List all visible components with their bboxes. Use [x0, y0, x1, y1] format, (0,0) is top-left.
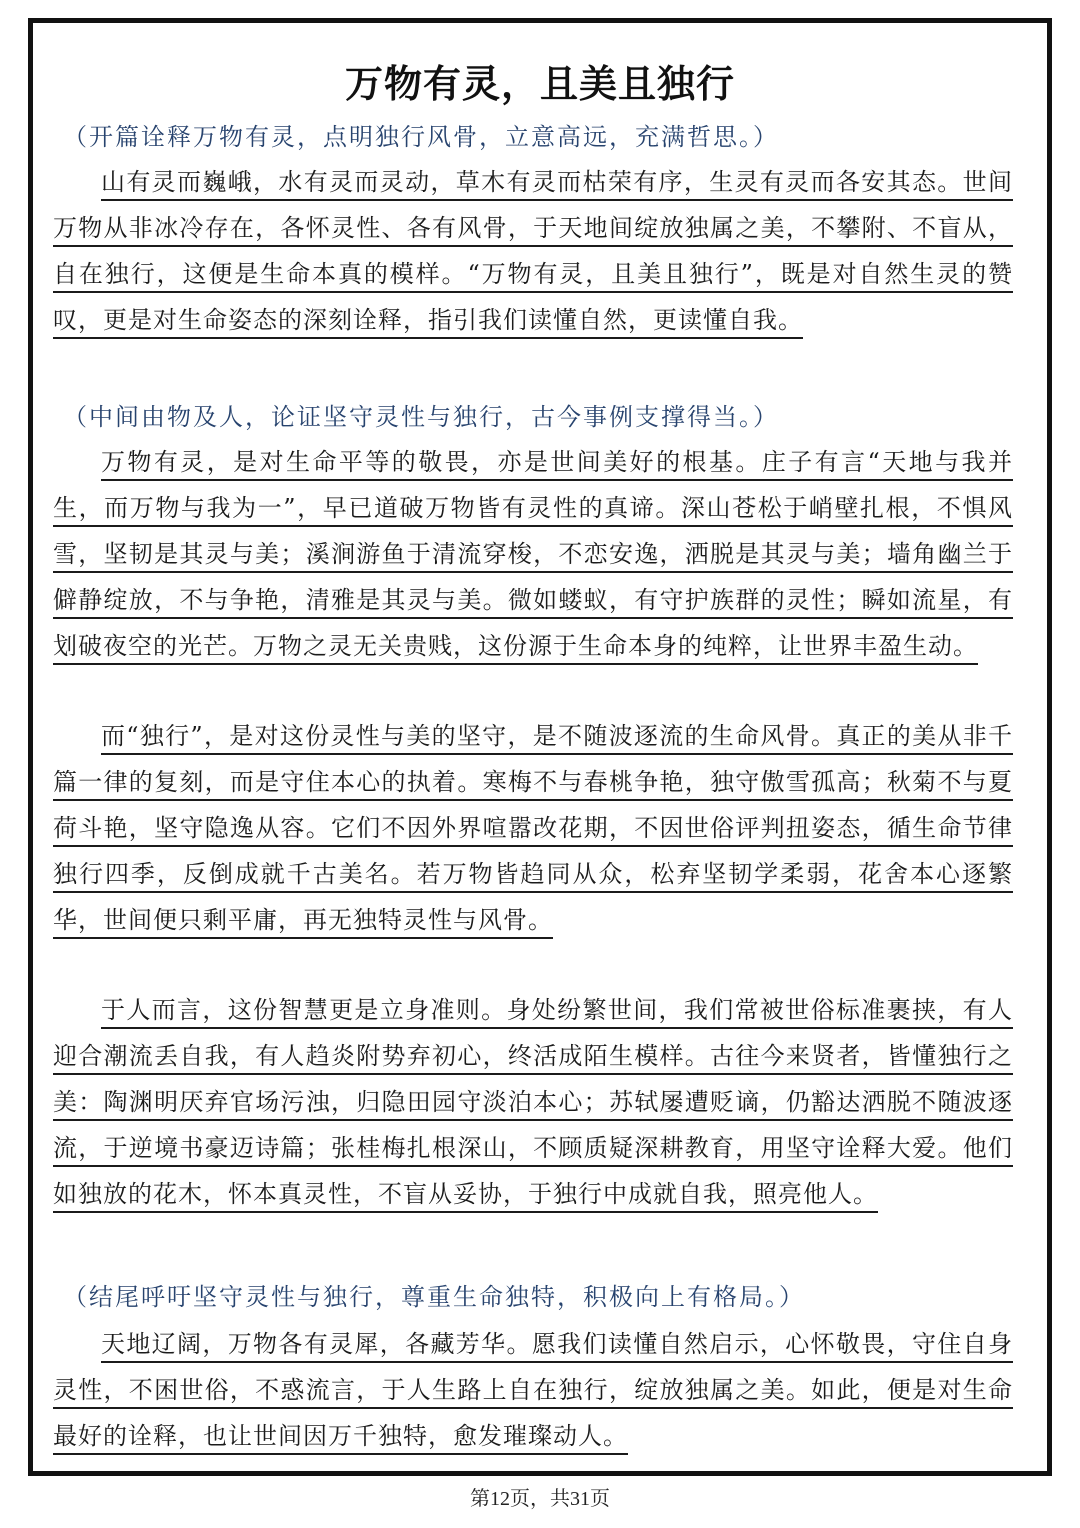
paragraph-1: 山有灵而巍峨，水有灵而灵动，草木有灵而枯荣有序，生灵有灵而各安其态。世间万物从非冰冷存在，各怀灵性、各有风骨，于天地间绽放独属之美，不攀附、不盲从，自在独行，这便是生命本真的模样。“万物有灵，且美且独行”，既是对自然生灵的赞叹，更是对生命姿态的深刻诠释，指引我们读懂自然，更读懂自我。 — [53, 168, 1013, 334]
comment-middle: （中间由物及人，论证坚守灵性与独行，古今事例支撑得当。） — [63, 403, 779, 431]
paragraph-4: 于人而言，这份智慧更是立身准则。身处纷繁世间，我们常被世俗标准裹挟，有人迎合潮流丢自我，有人趋炎附势弃初心，终活成陌生模样。古往今来贤者，皆懂独行之美：陶渊明厌弃官场污浊，归隐田园守淡泊本心；苏轼屡遭贬谪，仍豁达洒脱不随波逐流，于逆境书豪迈诗篇；张桂梅扎根深山，不顾质疑深耕教育，用坚守诠释大爱。他们如独放的花木，怀本真灵性，不盲从妥协，于独行中成就自我，照亮他人。 — [53, 996, 1013, 1208]
page-frame — [28, 18, 1052, 1476]
paragraph-3: 而“独行”，是对这份灵性与美的坚守，是不随波逐流的生命风骨。真正的美从非千篇一律的复刻，而是守住本心的执着。寒梅不与春桃争艳，独守傲雪孤高；秋菊不与夏荷斗艳，坚守隐逸从容。它们不因外界喧嚣改花期，不因世俗评判扭姿态，循生命节律独行四季，反倒成就千古美名。若万物皆趋同从众，松弃坚韧学柔弱，花舍本心逐繁华，世间便只剩平庸，再无独特灵性与风骨。 — [53, 722, 1013, 934]
essay-title: 万物有灵，且美且独行 — [344, 62, 735, 106]
comment-opening: （开篇诠释万物有灵，点明独行风骨，立意高远，充满哲思。） — [63, 123, 779, 151]
paragraph-2: 万物有灵，是对生命平等的敬畏，亦是世间美好的根基。庄子有言“天地与我并生，而万物与我为一”，早已道破万物皆有灵性的真谛。深山苍松于峭壁扎根，不惧风雪，坚韧是其灵与美；溪涧游鱼于清流穿梭，不恋安逸，洒脱是其灵与美；墙角幽兰于僻静绽放，不与争艳，清雅是其灵与美。微如蝼蚁，有守护族群的灵性；瞬如流星，有划破夜空的光芒。万物之灵无关贵贱，这份源于生命本身的纯粹，让世界丰盈生动。 — [53, 448, 1013, 660]
comment-closing: （结尾呼吁坚守灵性与独行，尊重生命独特，积极向上有格局。） — [63, 1283, 805, 1311]
page-number: 第12页，共31页 — [470, 1488, 610, 1510]
paragraph-5: 天地辽阔，万物各有灵犀，各藏芳华。愿我们读懂自然启示，心怀敬畏，守住自身灵性，不困世俗，不惑流言，于人生路上自在独行，绽放独属之美。如此，便是对生命最好的诠释，也让世间因万千独特，愈发璀璨动人。 — [53, 1330, 1013, 1450]
